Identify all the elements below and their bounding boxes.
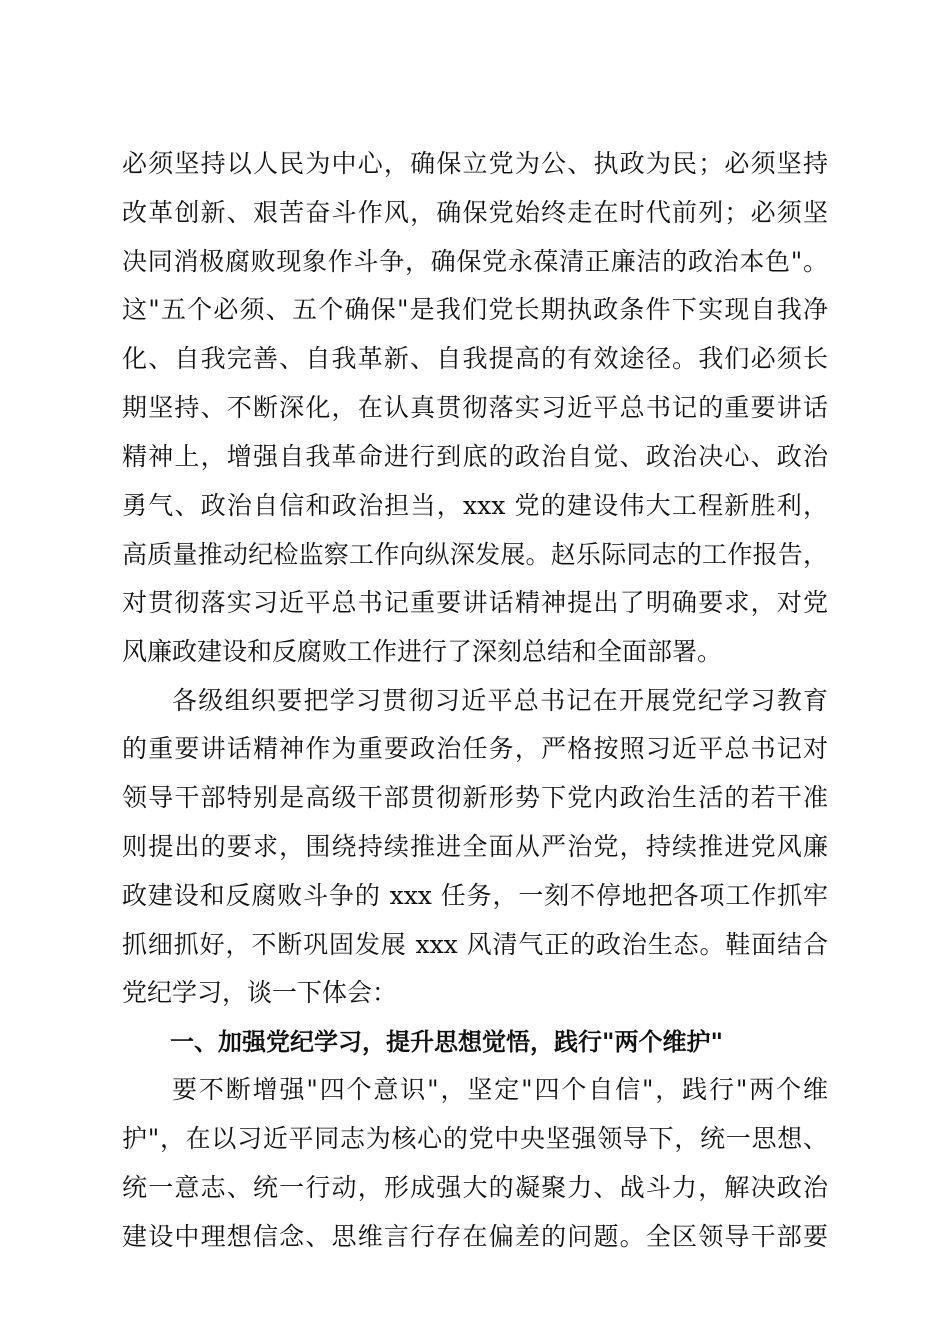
- paragraph-line: 护"，在以习近平同志为核心的党中央坚强领导下，统一思想、: [122, 1124, 828, 1153]
- paragraph-line: 统一意志、统一行动，形成强大的凝聚力、战斗力，解决政治: [122, 1173, 828, 1202]
- section-heading: 一、加强党纪学习，提升思想觉悟，践行"两个维护": [170, 1028, 724, 1056]
- paragraph-line: 改革创新、艰苦奋斗作风，确保党始终走在时代前列；必须坚: [122, 198, 828, 227]
- paragraph-line: 党纪学习，谈一下体会：: [122, 978, 398, 1007]
- paragraph-line: 这"五个必须、五个确保"是我们党长期执政条件下实现自我净: [122, 295, 828, 324]
- paragraph-line: 则提出的要求，围绕持续推进全面从严治党，持续推进党风廉: [122, 832, 828, 861]
- paragraph-line: 政建设和反腐败斗争的 xxx 任务，一刻不停地把各项工作抓牢: [122, 881, 828, 910]
- paragraph-line: 必须坚持以人民为中心，确保立党为公、执政为民；必须坚持: [122, 149, 828, 178]
- paragraph-line: 建设中理想信念、思维言行存在偏差的问题。全区领导干部要: [122, 1222, 828, 1251]
- paragraph-line: 化、自我完善、自我革新、自我提高的有效途径。我们必须长: [122, 344, 828, 373]
- paragraph-line: 期坚持、不断深化，在认真贯彻落实习近平总书记的重要讲话: [122, 393, 828, 422]
- paragraph-line: 对贯彻落实习近平总书记重要讲话精神提出了明确要求，对党: [122, 588, 828, 617]
- paragraph-line: 决同消极腐败现象作斗争，确保党永葆清正廉洁的政治本色"。: [122, 247, 828, 276]
- paragraph-line: 精神上，增强自我革命进行到底的政治自觉、政治决心、政治: [122, 442, 828, 471]
- paragraph-first-line: 各级组织要把学习贯彻习近平总书记在开展党纪学习教育: [172, 686, 828, 715]
- paragraph-line: 风廉政建设和反腐败工作进行了深刻总结和全面部署。: [122, 637, 723, 666]
- paragraph-line: 高质量推动纪检监察工作向纵深发展。赵乐际同志的工作报告，: [122, 540, 828, 569]
- paragraph-line: 的重要讲话精神作为重要政治任务，严格按照习近平总书记对: [122, 734, 828, 763]
- paragraph-line: 抓细抓好，不断巩固发展 xxx 风清气正的政治生态。鞋面结合: [122, 930, 828, 959]
- paragraph-first-line: 要不断增强"四个意识"，坚定"四个自信"，践行"两个维: [172, 1075, 828, 1104]
- paragraph-line: 勇气、政治自信和政治担当，xxx 党的建设伟大工程新胜利，: [122, 491, 828, 520]
- paragraph-line: 领导干部特别是高级干部贯彻新形势下党内政治生活的若干准: [122, 783, 828, 812]
